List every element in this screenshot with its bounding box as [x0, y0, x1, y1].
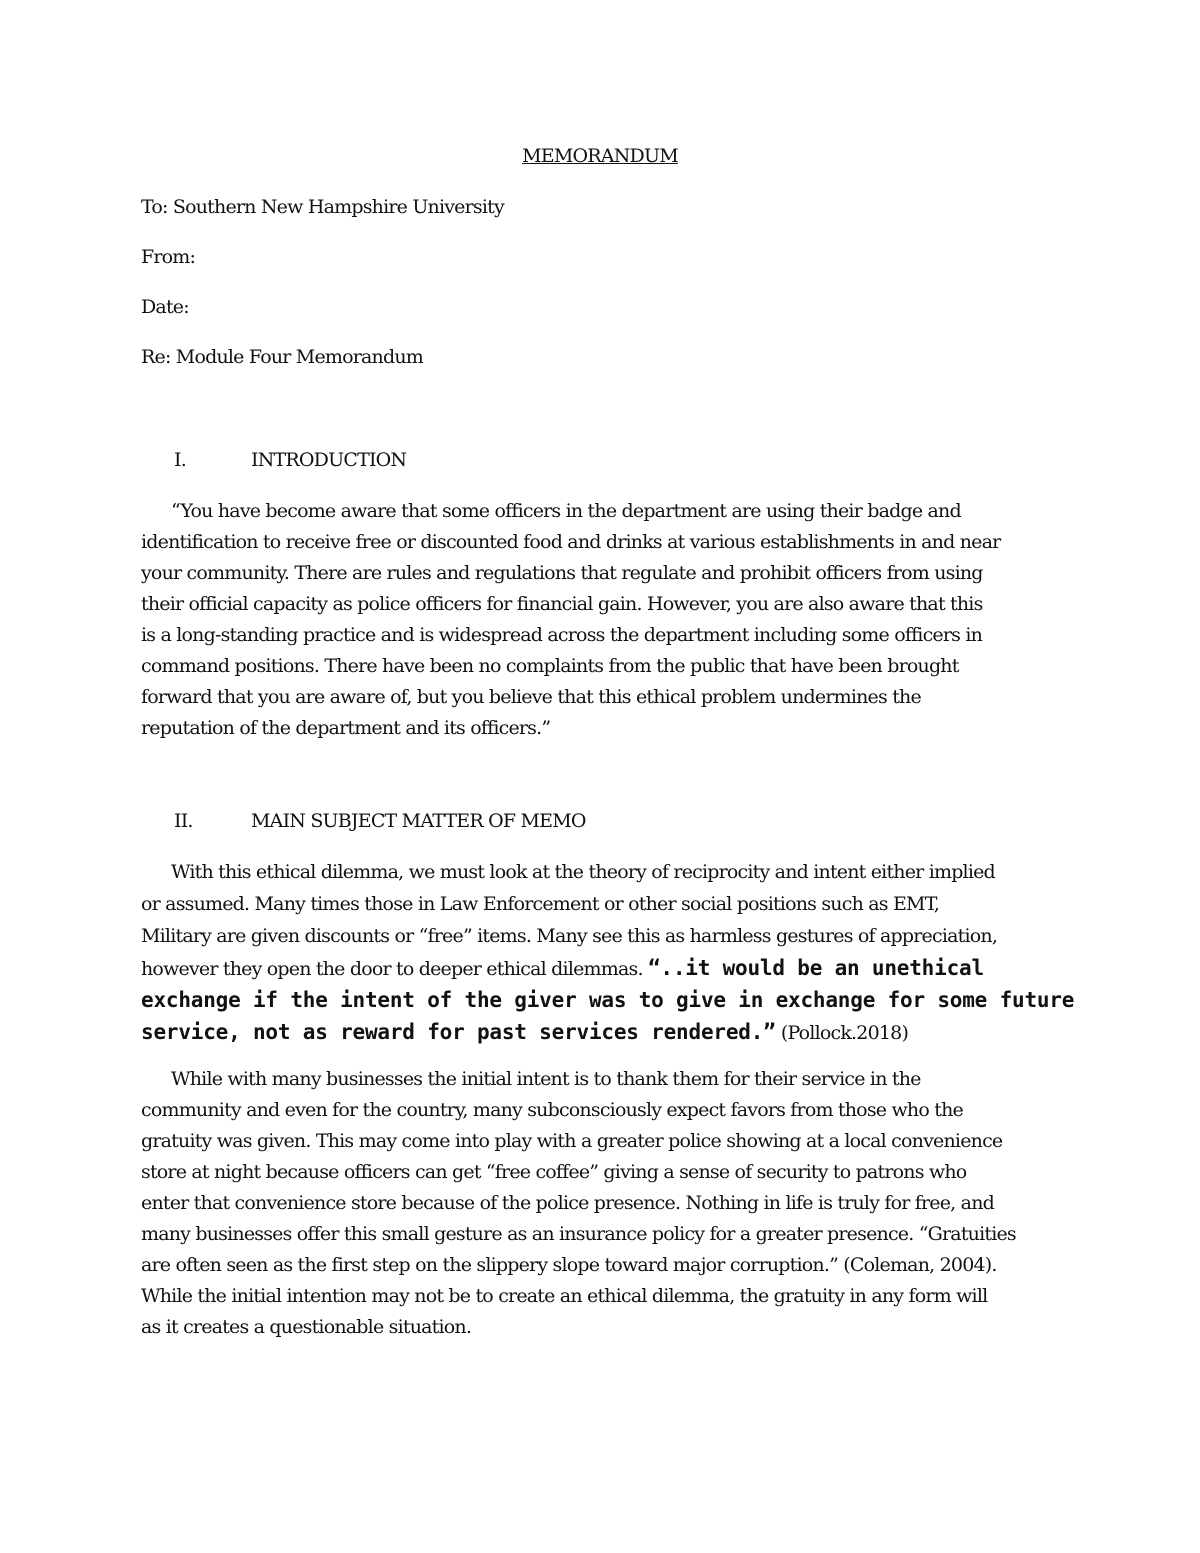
memo-to-line: To: Southern New Hampshire University: [141, 196, 504, 218]
quoted-citation-text: service, not as reward for past services rendered.”: [141, 1020, 776, 1044]
introduction-paragraph: [141, 496, 1071, 744]
paragraph-line: gratuity was given. This may come into play with a greater police showing at a local convenience: [141, 1130, 1003, 1152]
paragraph-line: is a long-standing practice and is widespread across the department including some officers in: [141, 624, 983, 646]
quoted-citation-text: exchange if the intent of the giver was to give in exchange for some future: [141, 988, 1075, 1012]
section-2-number: II.: [174, 810, 193, 832]
memo-title: MEMORANDUM: [522, 145, 678, 167]
memo-from-line: From:: [141, 246, 196, 268]
paragraph-line: Military are given discounts or “free” items. Many see this as harmless gestures of appreciation,: [141, 925, 998, 947]
paragraph-line: as it creates a questionable situation.: [141, 1316, 472, 1338]
paragraph-line: many businesses offer this small gesture as an insurance policy for a greater presence. “Gratuities: [141, 1223, 1016, 1245]
memo-re-line: Re: Module Four Memorandum: [141, 346, 424, 368]
quoted-citation-text: “..it would be an unethical: [647, 956, 984, 980]
paragraph-line: their official capacity as police officers for financial gain. However, you are also aware that this: [141, 593, 983, 615]
paragraph-line: forward that you are aware of, but you believe that this ethical problem undermines the: [141, 686, 921, 708]
main-subject-paragraph-1: [141, 857, 1075, 1049]
paragraph-line: community and even for the country, many subconsciously expect favors from those who the: [141, 1099, 963, 1121]
paragraph-line: While the initial intention may not be to create an ethical dilemma, the gratuity in any form will: [141, 1285, 988, 1307]
plain-text: however they open the door to deeper ethical dilemmas.: [141, 958, 648, 980]
citation-reference: (Pollock.2018): [775, 1022, 909, 1044]
memo-date-line: Date:: [141, 296, 189, 318]
paragraph-line: are often seen as the first step on the slippery slope toward major corruption.” (Coleman, 2004).: [141, 1254, 997, 1276]
paragraph-line: store at night because officers can get “free coffee” giving a sense of security to patrons who: [141, 1161, 967, 1183]
main-subject-paragraph-2: [141, 1064, 1071, 1343]
paragraph-line: or assumed. Many times those in Law Enforcement or other social positions such as EMT,: [141, 893, 940, 915]
paragraph-line: “You have become aware that some officers in the department are using their badge and: [171, 500, 961, 522]
paragraph-line: While with many businesses the initial intent is to thank them for their service in the: [171, 1068, 921, 1090]
paragraph-line: your community. There are rules and regulations that regulate and prohibit officers from using: [141, 562, 983, 584]
paragraph-line: [141, 985, 1075, 1017]
paragraph-line: identification to receive free or discounted food and drinks at various establishments in and near: [141, 531, 1001, 553]
paragraph-line: [141, 953, 1071, 985]
section-2-heading: MAIN SUBJECT MATTER OF MEMO: [251, 810, 586, 832]
paragraph-line: reputation of the department and its officers.”: [141, 717, 551, 739]
paragraph-line: With this ethical dilemma, we must look at the theory of reciprocity and intent either implied: [171, 861, 995, 883]
section-1-heading: INTRODUCTION: [251, 449, 407, 471]
paragraph-line: [141, 1017, 1071, 1049]
paragraph-line: command positions. There have been no complaints from the public that have been brought: [141, 655, 959, 677]
paragraph-line: enter that convenience store because of the police presence. Nothing in life is truly for free, and: [141, 1192, 994, 1214]
section-1-number: I.: [174, 449, 186, 471]
